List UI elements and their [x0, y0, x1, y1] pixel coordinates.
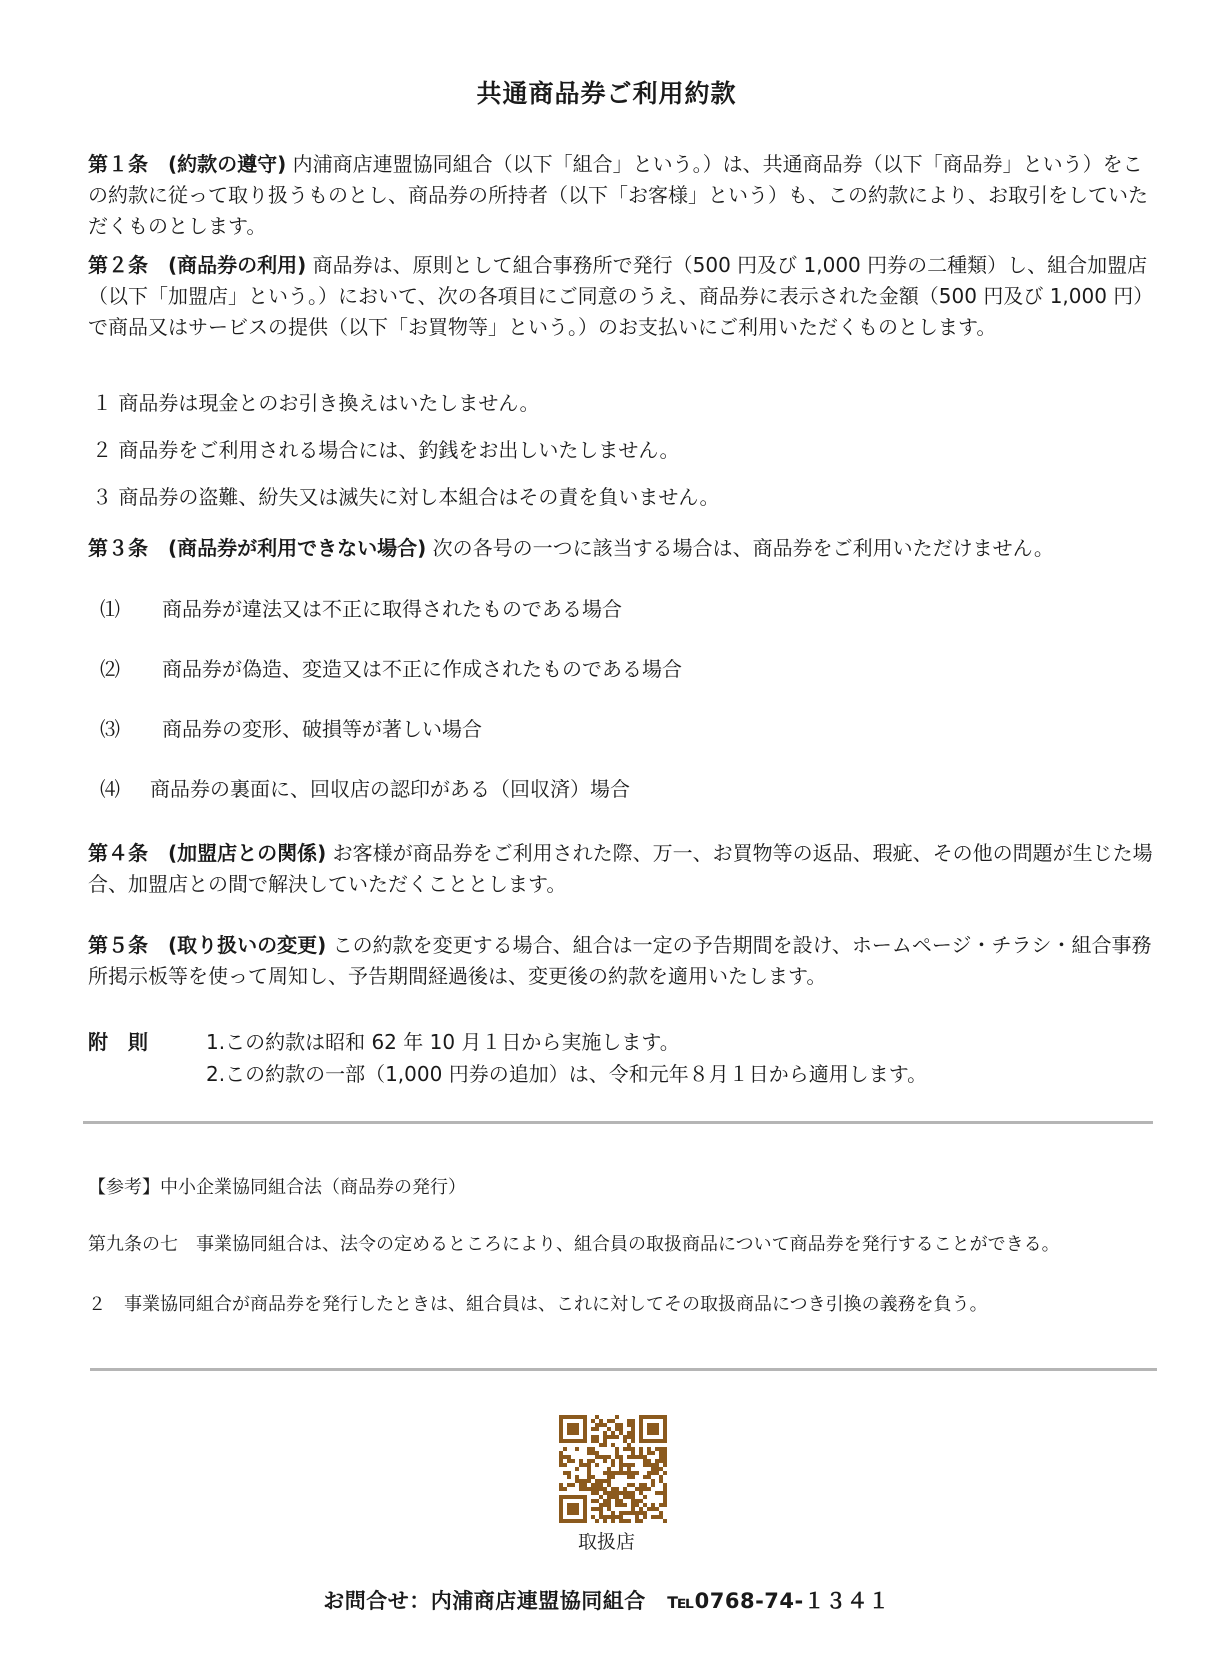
- reference-line: ２ 事業協同組合が商品券を発行したときは、組合員は、これに対してその取扱商品につき引換の義務を負う。: [88, 1294, 988, 1315]
- article-2: [88, 250, 1156, 343]
- article-4-label: 第４条 (加盟店との関係): [88, 841, 327, 865]
- article-2-item: ３ 商品券の盗難、紛失又は滅失に対し本組合はその責を負いません。: [92, 485, 720, 509]
- supplementary-line: 2.この約款の一部（1,000 円券の追加）は、令和元年８月１日から適用します。: [206, 1062, 928, 1086]
- article-3-subitem: [100, 595, 622, 623]
- subitem-text: 商品券が偽造、変造又は不正に作成されたものである場合: [162, 657, 682, 681]
- article-5-label: 第５条 (取り扱いの変更): [88, 933, 327, 957]
- article-5-text: この約款を変更する場合、組合は一定の予告期間を設け、ホームページ・チラシ・組合事務所掲示板等を使って周知し、予告期間経過後は、変更後の約款を適用いたします。: [88, 933, 1152, 988]
- document-title: 共通商品券ご利用約款: [476, 79, 737, 108]
- article-1-label: 第１条 (約款の遵守): [88, 152, 287, 176]
- subitem-text: 商品券が違法又は不正に取得されたものである場合: [162, 597, 622, 621]
- subitem-number: ⑴: [100, 597, 120, 621]
- article-1: [88, 149, 1156, 242]
- section-divider: [83, 1121, 1153, 1124]
- article-3-text: 次の各号の一つに該当する場合は、商品券をご利用いただけません。: [432, 536, 1054, 560]
- supplementary-label: 附 則: [88, 1030, 148, 1054]
- reference-line: 第九条の七 事業協同組合は、法令の定めるところにより、組合員の取扱商品について商品券を発行することができる。: [88, 1234, 1060, 1255]
- article-4: [88, 838, 1156, 900]
- article-3: [88, 533, 1156, 564]
- article-2-item: ２ 商品券をご利用される場合には、釣銭をお出しいたしません。: [92, 438, 680, 462]
- article-1-text: 内浦商店連盟協同組合（以下「組合」という。）は、共通商品券（以下「商品券」という）をこの約款に従って取り扱うものとし、商品券の所持者（以下「お客様」という）も、この約款により、お取引をしていただくものとします。: [88, 152, 1148, 238]
- article-3-subitem: [100, 655, 682, 683]
- supplementary-line: 1.この約款は昭和 62 年 10 月１日から実施します。: [206, 1030, 680, 1054]
- article-4-text: お客様が商品券をご利用された際、万一、お買物等の返品、瑕疵、その他の問題が生じた場合、加盟店との間で解決していただくこととします。: [88, 841, 1153, 896]
- article-2-item: １ 商品券は現金とのお引き換えはいたしません。: [92, 391, 540, 415]
- section-divider: [90, 1368, 1157, 1371]
- article-3-label: 第３条 (商品券が利用できない場合): [88, 536, 427, 560]
- subitem-number: ⑶: [100, 717, 120, 741]
- article-2-label: 第２条 (商品券の利用): [88, 253, 307, 277]
- article-2-text: 商品券は、原則として組合事務所で発行（500 円及び 1,000 円券の二種類）し、組合加盟店（以下「加盟店」という。）において、次の各項目にご同意のうえ、商品券に表示された金額（500 円及び 1,000 円）で商品又はサービスの提供（以下「お買物等」という。）のお支払いにご利用いただくものとします。: [88, 253, 1154, 339]
- qr-code-image: [559, 1415, 667, 1523]
- article-5: [88, 930, 1156, 992]
- article-3-subitem: [100, 775, 630, 803]
- contact-info: お問合せ：内浦商店連盟協同組合 ℡0768-74-１３４１: [323, 1589, 890, 1613]
- article-3-subitem: [100, 715, 482, 743]
- qr-code[interactable]: [559, 1415, 667, 1523]
- reference-heading: 【参考】中小企業協同組合法（商品券の発行）: [88, 1177, 466, 1198]
- qr-caption: 取扱店: [577, 1531, 635, 1553]
- subitem-text: 商品券の変形、破損等が著しい場合: [162, 717, 482, 741]
- subitem-text: 商品券の裏面に、回収店の認印がある（回収済）場合: [150, 777, 630, 801]
- subitem-number: ⑷: [100, 777, 120, 801]
- subitem-number: ⑵: [100, 657, 120, 681]
